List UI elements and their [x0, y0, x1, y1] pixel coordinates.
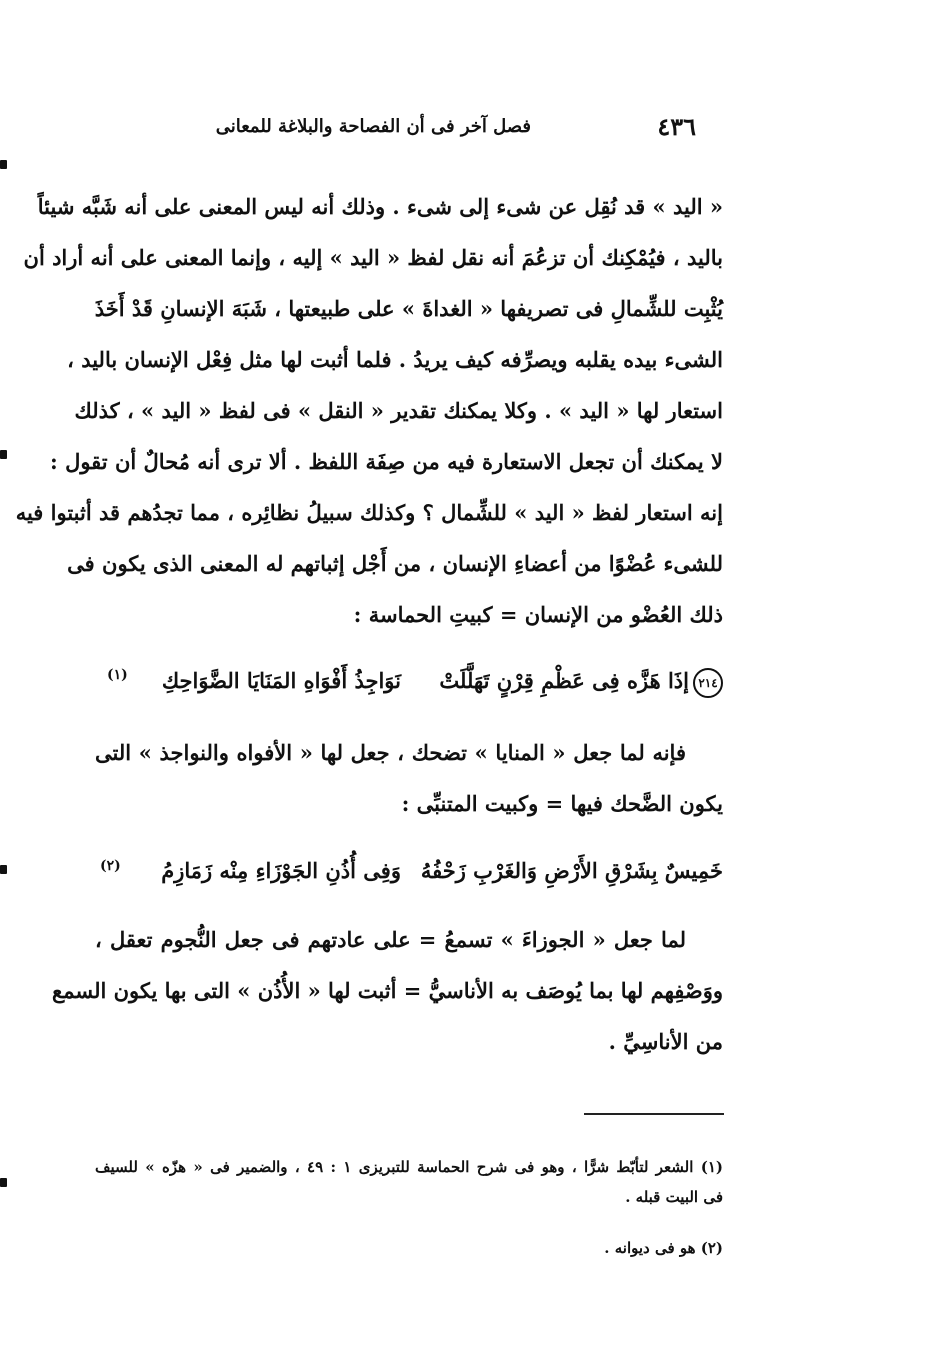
- footnote-separator: [584, 1113, 724, 1115]
- page-edge-mark: [0, 865, 7, 874]
- page-header: [215, 112, 696, 146]
- body-line: ووَصْفِهم لها بما يُوصَف به الأناسيُّ = أثبت لها « الأُذُن » التى بها يكون السمع: [52, 978, 723, 1003]
- body-line: للشىء عُضْوًا من أعضاءِ الإنسان ، من أَجْل إثباتهم له المعنى الذى يكون فى: [67, 551, 723, 576]
- verse-hemistich: وَفِى أُذُنِ الجَوْزَاءِ مِنْه زَمَازِمُ: [161, 858, 401, 883]
- body-line: استعار لها « اليد » . وكلا يمكنك تقدير « النقل » فى لفظ « اليد » ، كذلك: [74, 398, 723, 423]
- body-line: يكون الضَّحك فيها = وكبيت المتنبِّى :: [401, 791, 723, 816]
- verse-hemistich: إذَا هَزَّه فِى عَظْمِ قِرْنٍ تَهَلَّلَتْ: [439, 668, 689, 693]
- body-line: إنه استعار لفظ « اليد » للشِّمال ؟ وكذلك سبيلُ نظائِره ، مما تجدُهم قد أثبتوا فيه: [15, 500, 723, 525]
- footnote: فى البيت قبله .: [625, 1188, 723, 1206]
- running-title: فصل آخر فى أن الفصاحة والبلاغة للمعانى: [215, 116, 531, 137]
- page-edge-mark: [0, 160, 7, 169]
- body-line: من الأناسِيِّ .: [608, 1029, 723, 1054]
- footnote-ref: (١): [107, 667, 128, 683]
- body-line: ذلك العُضْو من الإنسان = كبيتِ الحماسة :: [353, 602, 723, 627]
- page-edge-mark: [0, 450, 7, 459]
- verse-hemistich: خَمِيسٌ بِشَرْقِ الأَرْضِ وَالغَرْبِ زَحْفُهُ: [420, 858, 723, 883]
- page-edge-mark: [0, 1178, 7, 1187]
- page-number: ٤٣٦: [657, 112, 696, 141]
- footnote: (٢) هو فى ديوانه .: [604, 1239, 723, 1257]
- body-line: فإنه لما جعل « المنايا » تضحك ، جعل لها « الأفواه والنواجذ » التى: [95, 740, 686, 765]
- verse-hemistich: نَوَاجِذُ أَفْوَاهِ المَنَايَا الضَّوَاحِكِ: [161, 668, 401, 693]
- body-line: « اليد » قد نُقِل عن شىء إلى شىء . وذلك أنه ليس المعنى على أنه شَبَّه شيئاً: [37, 194, 723, 219]
- verse-number-badge: ٢١٤: [693, 668, 723, 698]
- body-line: باليد ، فيُمْكِنك أن تزعُمَ أنه نقل لفظ « اليد » إليه ، وإنما المعنى على أنه أراد أن: [23, 245, 723, 270]
- footnote-ref: (٢): [100, 858, 121, 874]
- footnote: (١) الشعر لتأبّط شرًّا ، وهو فى شرح الحماسة للتبريزى ١ : ٤٩ ، والضمير فى « هزّه » للسيف: [95, 1158, 723, 1176]
- body-line: الشىء بيده يقلبه ويصرِّفه كيف يريدُ . فلما أثبت لها مثل فِعْل الإنسان باليد ،: [67, 347, 723, 372]
- body-line: يُثْبِت للشِّمالِ فى تصريفها « الغداةَ » على طبيعتها ، شَبَهَ الإنسانِ قَدْ أَخَذَ: [94, 296, 723, 321]
- body-line: لما جعل « الجوزاءَ » تسمعُ = على عادتهم فى جعل النُّجوم تعقل ،: [95, 927, 686, 952]
- body-line: لا يمكنك أن تجعل الاستعارة فيه من صِفَة اللفظ . ألا ترى أنه مُحالٌ أن تقول :: [50, 449, 723, 474]
